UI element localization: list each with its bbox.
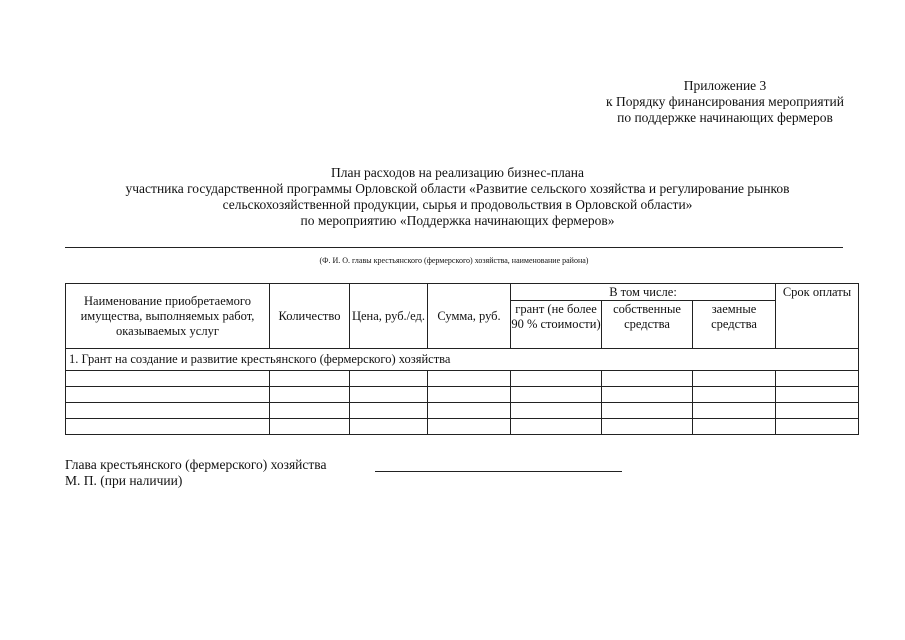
table-row	[66, 387, 859, 403]
table-cell[interactable]	[428, 387, 511, 403]
table-cell[interactable]	[66, 371, 270, 387]
table-cell[interactable]	[270, 419, 350, 435]
header-payment-term: Срок оплаты	[776, 284, 859, 349]
section-title: 1. Грант на создание и развитие крестьянского (фермерского) хозяйства	[66, 349, 859, 371]
table-cell[interactable]	[511, 371, 602, 387]
table-row	[66, 403, 859, 419]
table-cell[interactable]	[350, 403, 428, 419]
header-including: В том числе:	[511, 284, 776, 301]
table-cell[interactable]	[270, 371, 350, 387]
header-borrowed-funds: заемные средства	[693, 301, 776, 349]
title-line-2: участника государственной программы Орловской области «Развитие сельского хозяйства и регулирование рынков	[125, 181, 790, 196]
table-cell[interactable]	[693, 403, 776, 419]
table-body-empty-rows	[66, 371, 859, 435]
farmer-name-field[interactable]	[65, 247, 843, 248]
title-line-4: по мероприятию «Поддержка начинающих фермеров»	[300, 213, 615, 228]
table-cell[interactable]	[66, 387, 270, 403]
table-cell[interactable]	[350, 371, 428, 387]
table-cell[interactable]	[350, 387, 428, 403]
farmer-name-caption: (Ф. И. О. главы крестьянского (фермерского) хозяйства, наименование района)	[319, 256, 589, 265]
expense-plan-table	[65, 283, 859, 435]
table-cell[interactable]	[602, 403, 693, 419]
table-cell[interactable]	[776, 371, 859, 387]
table-cell[interactable]	[776, 387, 859, 403]
header-own-funds: собственные средства	[602, 301, 693, 349]
table-cell[interactable]	[66, 419, 270, 435]
table-cell[interactable]	[602, 387, 693, 403]
signature-block	[65, 457, 326, 489]
table-cell[interactable]	[693, 371, 776, 387]
table-cell[interactable]	[350, 419, 428, 435]
table-cell[interactable]	[270, 403, 350, 419]
title-line-1: План расходов на реализацию бизнес-плана	[330, 165, 585, 180]
table-row	[66, 419, 859, 435]
table-row	[66, 371, 859, 387]
document-title	[40, 165, 875, 229]
table-cell[interactable]	[776, 403, 859, 419]
table-cell[interactable]	[776, 419, 859, 435]
appendix-number: Приложение 3	[683, 78, 767, 93]
stamp-label: М. П. (при наличии)	[65, 473, 183, 488]
table-cell[interactable]	[270, 387, 350, 403]
title-line-3: сельскохозяйственной продукции, сырья и продовольствия в Орловской области»	[222, 197, 693, 212]
table-cell[interactable]	[602, 371, 693, 387]
header-item-name: Наименование приобретаемого имущества, выполняемых работ, оказываемых услуг	[66, 284, 270, 349]
appendix-subject: по поддержке начинающих фермеров	[617, 110, 833, 125]
table-cell[interactable]	[511, 403, 602, 419]
appendix-reference: к Порядку финансирования мероприятий	[606, 94, 844, 109]
header-sum: Сумма, руб.	[428, 284, 511, 349]
table-cell[interactable]	[511, 419, 602, 435]
table-cell[interactable]	[511, 387, 602, 403]
appendix-header	[560, 78, 890, 126]
header-grant: грант (не более 90 % стоимости)	[511, 301, 602, 349]
table-cell[interactable]	[693, 419, 776, 435]
table-cell[interactable]	[428, 403, 511, 419]
header-quantity: Количество	[270, 284, 350, 349]
table-cell[interactable]	[602, 419, 693, 435]
table-cell[interactable]	[66, 403, 270, 419]
section-row	[66, 349, 859, 371]
head-signature-label: Глава крестьянского (фермерского) хозяйства	[65, 457, 327, 472]
signature-line[interactable]	[375, 471, 622, 472]
table-cell[interactable]	[428, 419, 511, 435]
table-cell[interactable]	[693, 387, 776, 403]
table-cell[interactable]	[428, 371, 511, 387]
header-price: Цена, руб./ед.	[350, 284, 428, 349]
